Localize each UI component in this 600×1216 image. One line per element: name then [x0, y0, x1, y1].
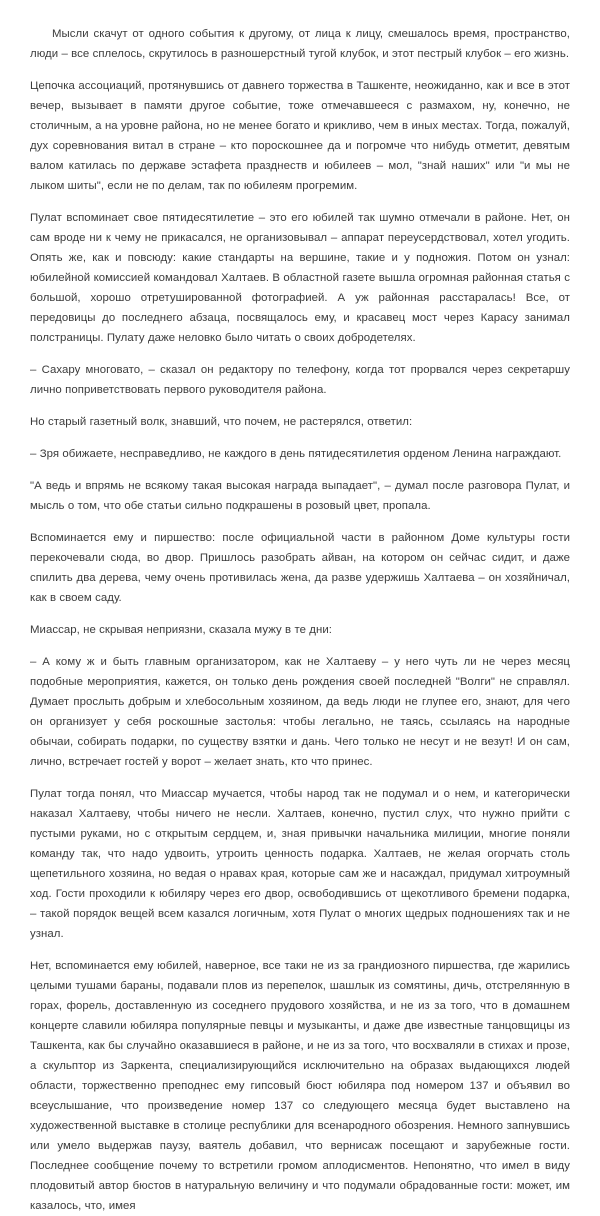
paragraph: Пулат вспоминает свое пятидесятилетие – это его юбилей так шумно отмечали в районе. Нет, он сам вроде ни к чему не прикасался, не организовывал – аппарат переусердствовал, хотел угодить. Опять же, как и повсюду: какие стандарты на вершине, такие и у подножия. Потом он узнал: юбилейной комиссией командовал Халтаев. В областной газете вышла огромная районная статья с большой, хорошо отретушированной фотографией. А уж районная расстаралась! Все, от передовицы до последнего абзаца, посвящалось ему, и красавец мост через Карасу занимал полстраницы. Пулату даже неловко было читать о своих добродетелях.: [30, 212, 570, 344]
paragraph: "А ведь и впрямь не всякому такая высокая награда выпадает", – думал после разговора Пулат, и мысль о том, что обе статьи сильно подкрашены в розовый цвет, пропала.: [30, 480, 570, 512]
paragraph: Вспоминается ему и пиршество: после официальной части в районном Доме культуры гости перекочевали сюда, во двор. Пришлось разобрать айван, на котором он сейчас сидит, и даже спилить два дерева, чему очень противилась жена, да разве удержишь Халтаева – он хозяйничал, как в своем саду.: [30, 532, 570, 604]
paragraph: Цепочка ассоциаций, протянувшись от давнего торжества в Ташкенте, неожиданно, как и все в этот вечер, вызывает в памяти другое событие, тоже отмечавшееся с размахом, ну, конечно, не столичным, а на уровне района, но не менее богато и крикливо, чем в иных местах. Тогда, пожалуй, дух соревнования витал в стране – кто пороскошнее да и погромче что нибудь отметит, девятым валом катилась по державе эстафета празднеств и юбилеев – мол, "знай наших" или "и мы не лыком шиты", если не по делам, так по юбилеям прогремим.: [30, 80, 570, 192]
paragraph: Пулат тогда понял, что Миассар мучается, чтобы народ так не подумал и о нем, и категорически наказал Халтаеву, чтобы ничего не несли. Халтаев, конечно, пустил слух, что нужно прийти с пустыми руками, но с открытым сердцем, и, зная привычки начальника милиции, многие поняли команду так, что надо удвоить, утроить ценность подарка. Халтаев, не желая огорчать столь щепетильного хозяина, но ведая о нравах края, которые сам же и насаждал, придумал хитроумный ход. Гости проходили к юбиляру через его двор, освободившись от щекотливого бремени подарка, – такой порядок вещей всем казался логичным, хотя Пулат о многих щедрых подношениях так и не узнал.: [30, 788, 570, 940]
paragraph: Мысли скачут от одного события к другому, от лица к лицу, смешалось время, пространство, люди – все сплелось, скрутилось в разношерстный тугой клубок, и этот пестрый клубок – его жизнь.: [30, 28, 570, 60]
paragraph: – Сахару многовато, – сказал он редактору по телефону, когда тот прорвался через секретаршу лично поприветствовать первого руководителя района.: [30, 364, 570, 396]
paragraph: Нет, вспоминается ему юбилей, наверное, все таки не из за грандиозного пиршества, где жарились целыми тушами бараны, подавали плов из перепелок, шашлык из сомятины, дичь, отстрелянную в горах, форель, доставленную из соседнего прудового хозяйства, и не из за того, что в домашнем концерте славили юбиляра популярные певцы и музыканты, и даже две известные танцовщицы из Ташкента, как бы случайно оказавшиеся в районе, и не из за того, что восхваляли в стихах и прозе, а скульптор из Заркента, специализирующийся исключительно на образах выдающихся людей области, торжественно преподнес ему гипсовый бюст юбиляра под номером 137 и объявил во всеуслышание, что произведение номер 137 со следующего месяца будет выставлено на художественной выставке в столице республики для всенародного обозрения. Немного запнувшись или умело выдержав паузу, ваятель добавил, что вернисаж посещают и зарубежные гости. Последнее сообщение почему то встретили громом аплодисментов. Непонятно, что имел в виду плодовитый автор бюстов в натуральную величину и что подумали обрадованные гости: может, им казалось, что, имея: [30, 960, 570, 1212]
paragraph: – А кому ж и быть главным организатором, как не Халтаеву – у него чуть ли не через месяц подобные мероприятия, кажется, он только день рождения своей последней "Волги" не справлял. Думает прослыть добрым и хлебосольным хозяином, да ведь люди не глупее его, знают, для чего он организует у себя роскошные застолья: чтобы легально, не таясь, ссылаясь на народные обычаи, собирать подарки, по существу взятки и дань. Чего только не несут и не везут! И он сам, лично, встречает гостей у ворот – желает знать, кто что принес.: [30, 656, 570, 768]
document-body: [30, 24, 570, 1216]
paragraph: – Зря обижаете, несправедливо, не каждого в день пятидесятилетия орденом Ленина награждают.: [30, 448, 562, 460]
paragraph: Миассар, не скрывая неприязни, сказала мужу в те дни:: [30, 624, 332, 636]
paragraph: Но старый газетный волк, знавший, что почем, не растерялся, ответил:: [30, 416, 413, 428]
